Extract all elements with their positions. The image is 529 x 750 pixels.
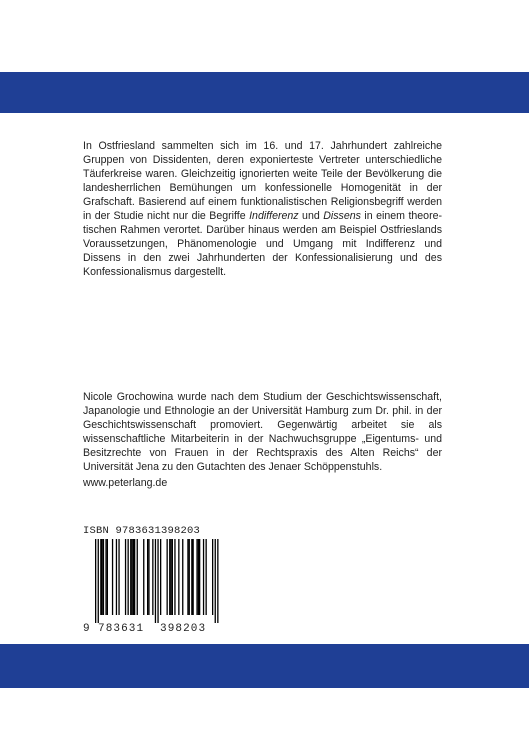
barcode-bar bbox=[133, 539, 134, 615]
barcode-bar bbox=[130, 539, 131, 615]
barcode-bar bbox=[160, 539, 161, 615]
barcode-bar bbox=[116, 539, 117, 615]
barcode-bar bbox=[187, 539, 188, 615]
barcode-bar bbox=[178, 539, 179, 615]
barcode-bar bbox=[191, 539, 192, 615]
barcode-bar bbox=[172, 539, 173, 615]
publisher-website[interactable]: www.peterlang.de bbox=[83, 477, 168, 489]
blurb-text-3: in einem theoretischen Rahmen verortet. Darüber hinaus werden am Beispiel Ostfrieslands Voraussetzungen, Phänomenologie und Umgang mit Indifferenz und Dissens in den zwei Jahrhunderten der Konfessionalisierung und des Konfessionalismus dargestellt. bbox=[83, 210, 443, 278]
barcode-bar bbox=[169, 539, 170, 615]
barcode-bar bbox=[198, 539, 199, 615]
barcode-digits-right: 398203 bbox=[160, 623, 207, 635]
barcode-bar bbox=[174, 539, 175, 615]
barcode-bar bbox=[152, 539, 153, 615]
barcode-bar bbox=[157, 539, 158, 623]
barcode-bar bbox=[167, 539, 168, 615]
isbn-label: ISBN 9783631398203 bbox=[83, 525, 201, 537]
barcode-bar bbox=[215, 539, 216, 623]
barcode-bar bbox=[112, 539, 113, 615]
barcode-bar bbox=[105, 539, 106, 615]
blurb-paragraph bbox=[83, 139, 442, 279]
top-color-band bbox=[0, 72, 529, 113]
blurb-text-2: und bbox=[298, 210, 324, 222]
barcode-bar bbox=[103, 539, 104, 615]
barcode-bar bbox=[137, 539, 138, 615]
barcode-bar bbox=[107, 539, 108, 615]
barcode-bar bbox=[125, 539, 126, 615]
term-dissens: Dissens bbox=[323, 210, 361, 222]
barcode-bar bbox=[98, 539, 99, 623]
barcode-bar bbox=[148, 539, 149, 615]
barcode-bars bbox=[83, 539, 220, 623]
barcode-bar bbox=[170, 539, 171, 615]
barcode-bar bbox=[217, 539, 218, 623]
author-bio: Nicole Grochowina wurde nach dem Studium der Geschichtswissenschaft, Japanologie und Ethnologie an der Universität Hamburg zum Dr. phil. in der Geschichtswissenschaft promoviert. Gegenwärtig arbeitet sie als wissenschaftliche Mitarbeiterin in der Nachwuchsgruppe „Eigentums- und Besitzrechte von Frauen in der Rechtspraxis des Alten Reichs“ der Universität Jena zu den Gutachten des Jenaer Schöppenstuhls. bbox=[83, 391, 442, 473]
barcode-bar bbox=[131, 539, 132, 615]
barcode-bar bbox=[95, 539, 96, 623]
barcode-bar bbox=[155, 539, 156, 623]
barcode-bar bbox=[134, 539, 135, 615]
barcode-bar bbox=[100, 539, 101, 615]
barcode-bar bbox=[206, 539, 207, 615]
barcode-bar bbox=[128, 539, 129, 615]
barcode-bar bbox=[199, 539, 200, 615]
barcode-bar bbox=[196, 539, 197, 615]
barcode-bar bbox=[102, 539, 103, 615]
barcode-bar bbox=[147, 539, 148, 615]
blurb-text-1: In Ostfriesland sammelten sich im 16. und 17. Jahrhundert zahlreiche Gruppen von Dissidenten, deren exponierteste Vertreter unterschiedliche Täuferkreise waren. Gleichzeitig ignorierten weite Teile der Bevölkerung die landesherrlichen Bemühungen um konfessionelle Homogenität in der Grafschaft. Basierend auf einem funktionalistischen Religionsbegriff werden in der Studie nicht nur die Begriffe bbox=[83, 140, 442, 222]
barcode-digit-first: 9 bbox=[83, 623, 91, 635]
barcode-bar bbox=[118, 539, 119, 615]
barcode-bar bbox=[143, 539, 144, 615]
barcode-bar bbox=[189, 539, 190, 615]
barcode-bar bbox=[203, 539, 204, 615]
bottom-color-band bbox=[0, 644, 529, 688]
barcode-bar bbox=[182, 539, 183, 615]
barcode-digits-left: 783631 bbox=[98, 623, 145, 635]
term-indifferenz: Indifferenz bbox=[249, 210, 299, 222]
isbn-barcode bbox=[83, 525, 220, 637]
barcode-bar bbox=[193, 539, 194, 615]
barcode-bar bbox=[212, 539, 213, 615]
